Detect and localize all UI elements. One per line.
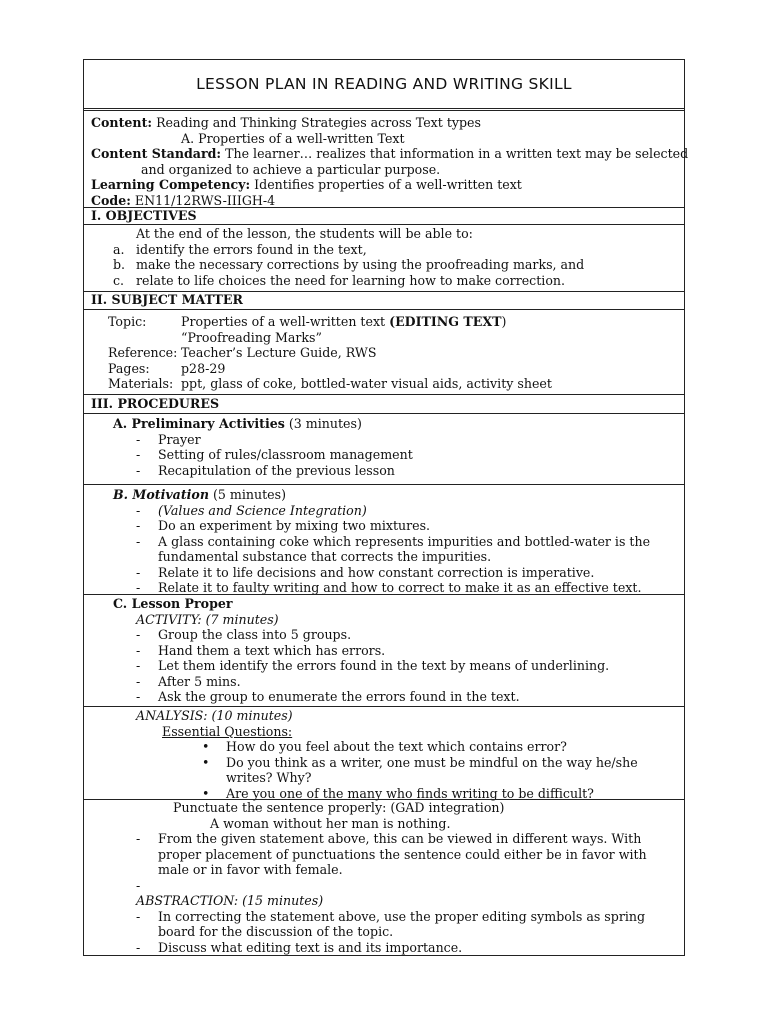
dash-marker: - — [136, 502, 141, 518]
competency-value: Identifies properties of a well-written text — [254, 177, 522, 192]
gad-sentence: A woman without her man is nothing. — [210, 815, 451, 831]
dash-marker: - — [136, 518, 141, 533]
topic-label: Topic: — [108, 314, 147, 329]
activity-label: ACTIVITY: (7 minutes) — [136, 611, 279, 627]
question-item: Do you think as a writer, one must be mindful on the way he/she — [226, 754, 638, 770]
reference-value: Teacher’s Lecture Guide, RWS — [181, 345, 377, 360]
objective-marker-a: a. — [113, 241, 125, 257]
lesson-proper-label: C. Lesson Proper — [113, 596, 233, 611]
content-label: Content: — [91, 115, 153, 130]
lesson-proper-section — [84, 594, 684, 706]
objective-marker-b: b. — [113, 257, 126, 272]
essential-questions-label: Essential Questions: — [162, 723, 293, 739]
punct-item-cont: male or in favor with female. — [158, 862, 343, 877]
procedures-heading-row — [84, 394, 684, 413]
header-section — [84, 108, 689, 208]
objective-item-a: identify the errors found in the text, — [136, 241, 367, 257]
question-item: How do you feel about the text which contains error? — [226, 739, 567, 754]
abstraction-item: Discuss what editing text is and its importance. — [158, 939, 463, 955]
dash-marker: - — [136, 447, 141, 462]
dash-marker: - — [136, 908, 141, 924]
dash-marker: - — [136, 533, 141, 549]
motivation-time: (5 minutes) — [209, 487, 287, 502]
materials-value: ppt, glass of coke, bottled-water visual aids, activity sheet — [181, 376, 552, 391]
competency-label: Learning Competency: — [91, 177, 251, 192]
dash-marker: - — [136, 462, 141, 478]
abstraction-item: In correcting the statement above, use the proper editing symbols as spring — [158, 908, 646, 924]
pages-label: Pages: — [108, 360, 150, 376]
subject-matter-heading-row — [84, 291, 684, 309]
question-item-cont: writes? Why? — [226, 770, 312, 785]
dash-marker: - — [136, 642, 141, 658]
objective-marker-c: c. — [113, 272, 125, 288]
bullet-marker: • — [202, 785, 210, 801]
analysis-label: ANALYSIS: (10 minutes) — [136, 708, 293, 723]
activity-item: Hand them a text which has errors. — [158, 642, 386, 658]
motivation-item: Relate it to faulty writing and how to correct to make it as an effective text. — [158, 580, 642, 595]
dash-marker: - — [136, 627, 141, 642]
activity-item: Ask the group to enumerate the errors found in the text. — [158, 689, 520, 704]
preliminary-item: Prayer — [158, 431, 201, 447]
question-item: Are you one of the many who finds writing to be difficult? — [226, 785, 594, 801]
motivation-section — [84, 484, 684, 594]
subject-matter-section — [84, 309, 684, 394]
motivation-item: Do an experiment by mixing two mixtures. — [158, 518, 431, 533]
dash-marker: - — [136, 877, 141, 893]
dash-marker: - — [136, 689, 141, 704]
objectives-heading: I. OBJECTIVES — [91, 208, 197, 223]
code-value: EN11/12RWS-IIIGH-4 — [134, 192, 276, 208]
preliminary-section — [84, 413, 684, 484]
subject-matter-heading: II. SUBJECT MATTER — [91, 292, 243, 307]
punctuate-instruction: Punctuate the sentence properly: (GAD integration) — [173, 800, 505, 815]
abstraction-label: ABSTRACTION: (15 minutes) — [136, 893, 324, 908]
reference-label: Reference: — [108, 345, 178, 360]
standard-value: The learner… realizes that information in a written text may be selected — [225, 146, 689, 161]
dash-marker: - — [136, 939, 141, 955]
punct-item-cont: proper placement of punctuations the sentence could either be in favor with — [158, 846, 647, 862]
topic-close: ) — [501, 314, 507, 329]
objectives-section — [84, 224, 684, 291]
abstraction-item-cont: board for the discussion of the topic. — [158, 924, 394, 939]
dash-marker: - — [136, 431, 141, 447]
bullet-marker: • — [202, 739, 210, 754]
motivation-label: B. Motivation — [113, 487, 209, 502]
dash-marker: - — [136, 673, 141, 689]
standard-cont: and organized to achieve a particular purpose. — [141, 161, 441, 177]
activity-item: Group the class into 5 groups. — [158, 627, 352, 642]
motivation-item: (Values and Science Integration) — [158, 502, 367, 518]
objectives-heading-row — [84, 207, 684, 224]
page-title: LESSON PLAN IN READING AND WRITING SKILL — [196, 75, 572, 93]
title-section — [84, 60, 684, 108]
lesson-plan-page — [83, 59, 689, 956]
motivation-item: A glass containing coke which represents impurities and bottled-water is the — [158, 533, 651, 549]
topic-bold: (EDITING TEXT — [389, 314, 502, 329]
abstraction-section — [84, 799, 684, 957]
activity-item: After 5 mins. — [158, 673, 241, 689]
preliminary-item: Setting of rules/classroom management — [158, 447, 413, 462]
objectives-intro: At the end of the lesson, the students will be able to: — [136, 226, 473, 241]
materials-label: Materials: — [108, 376, 174, 391]
bullet-marker: • — [202, 754, 210, 770]
preliminary-item: Recapitulation of the previous lesson — [158, 462, 395, 478]
punct-item: From the given statement above, this can be viewed in different ways. With — [158, 831, 642, 846]
pages-value: p28-29 — [181, 360, 226, 376]
content-sub: A. Properties of a well-written Text — [181, 130, 405, 146]
dash-marker: - — [136, 658, 141, 673]
motivation-item-cont: fundamental substance that corrects the impurities. — [158, 549, 492, 564]
standard-label: Content Standard: — [91, 146, 222, 161]
dash-marker: - — [136, 831, 141, 846]
objective-item-b: make the necessary corrections by using the proofreading marks, and — [136, 257, 585, 272]
code-label: Code: — [91, 192, 131, 208]
preliminary-label: A. Preliminary Activities — [113, 416, 285, 431]
preliminary-time: (3 minutes) — [284, 416, 362, 431]
topic-sub: “Proofreading Marks” — [181, 329, 322, 345]
content-value: Reading and Thinking Strategies across Text types — [156, 115, 481, 130]
topic-value: Properties of a well-written text — [181, 314, 390, 329]
procedures-heading: III. PROCEDURES — [91, 396, 220, 411]
dash-marker: - — [136, 564, 141, 580]
analysis-section — [84, 706, 684, 799]
objective-item-c: relate to life choices the need for learning how to make correction. — [136, 272, 566, 288]
motivation-item: Relate it to life decisions and how constant correction is imperative. — [158, 564, 595, 580]
activity-item: Let them identify the errors found in the text by means of underlining. — [158, 658, 610, 673]
dash-marker: - — [136, 580, 141, 595]
